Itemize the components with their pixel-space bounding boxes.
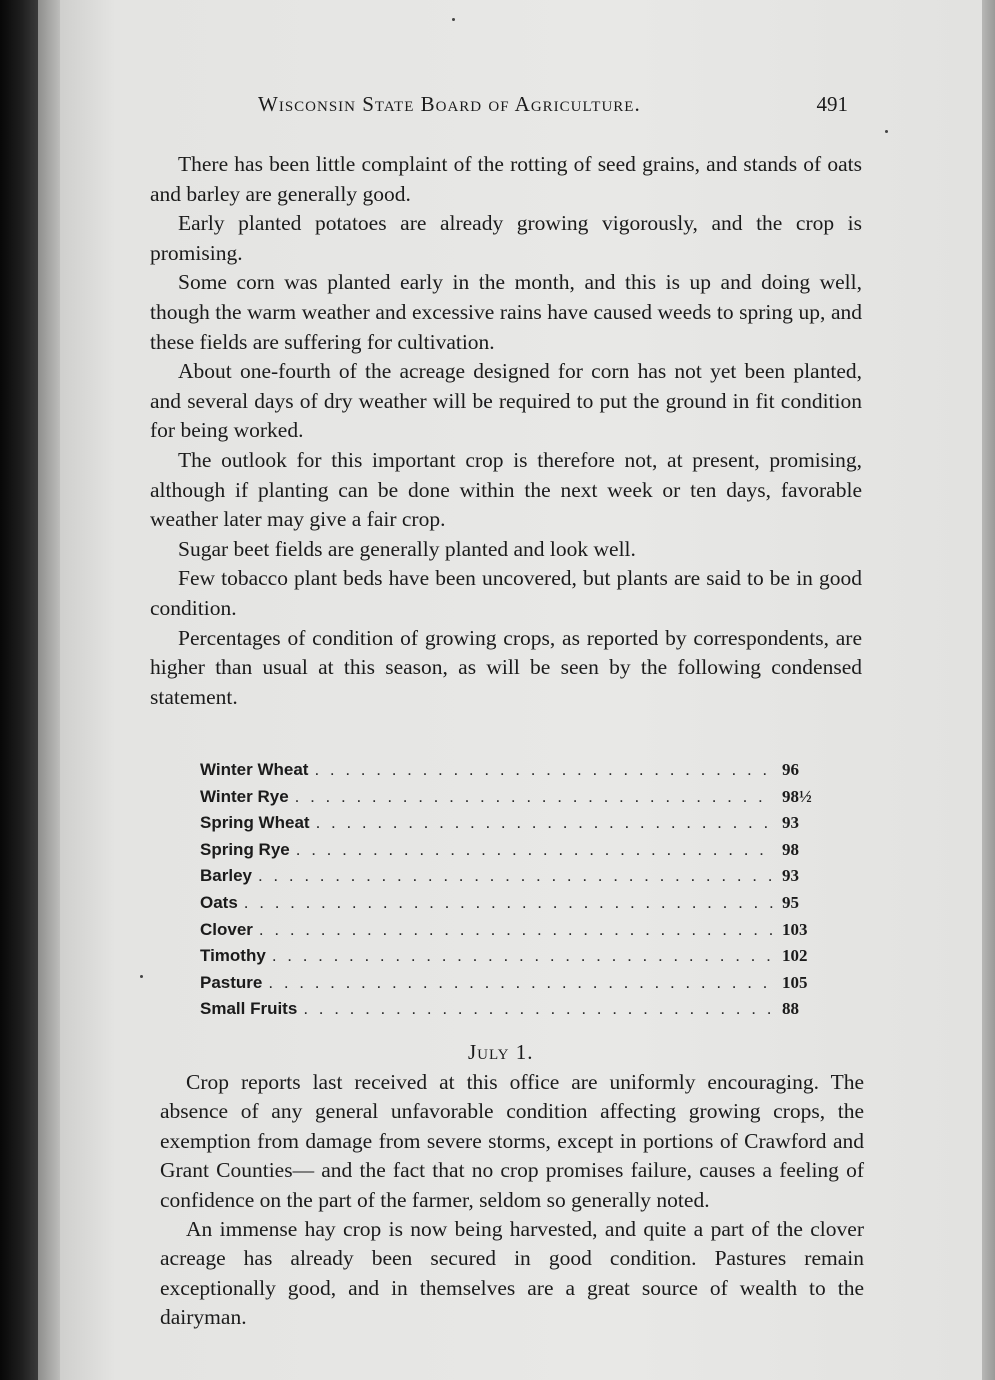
paragraph: Few tobacco plant beds have been uncovered, but plants are said to be in good condition. [150, 566, 862, 620]
table-row [200, 866, 832, 893]
table-row [200, 973, 832, 1000]
section-body [160, 1068, 864, 1333]
running-title: Wisconsin State Board of Agriculture. [258, 92, 641, 116]
dot-leader [316, 813, 774, 833]
paper-speck [140, 975, 143, 978]
crop-percentage: 93 [782, 866, 799, 886]
paragraph: Some corn was planted early in the month, and this is up and doing well, though the warm weather and excessive rains have caused weeds to spring up, and these fields are suffering for cultivation. [150, 270, 862, 354]
paragraph: Percentages of condition of growing crops, as reported by correspondents, are higher than usual at this season, as will be seen by the following condensed statement. [150, 625, 862, 709]
crop-name: Pasture [200, 972, 263, 992]
crop-name: Winter Rye [200, 786, 289, 806]
table-row [200, 840, 832, 867]
crop-name: Spring Rye [200, 839, 290, 859]
crop-name: Spring Wheat [200, 813, 310, 833]
crop-name: Clover [200, 919, 253, 939]
crop-condition-table [200, 760, 832, 1026]
paragraph: Early planted potatoes are already growing vigorously, and the crop is promising. [150, 211, 862, 265]
paper-speck [885, 130, 888, 133]
crop-percentage: 105 [782, 972, 808, 992]
table-row [200, 946, 832, 973]
crop-name: Timothy [200, 946, 266, 966]
crop-percentage: 103 [782, 919, 808, 939]
paper-speck [452, 18, 455, 21]
table-row [200, 920, 832, 947]
dot-leader [314, 760, 774, 780]
dot-leader [295, 787, 774, 807]
page-edge [982, 0, 995, 1380]
paragraph: Crop reports last received at this office are uniformly encouraging. The absence of any general unfavorable condition affecting growing crops, the exemption from damage from severe storms, except in portions of Crawford and Grant Counties— and the fact that no crop promises failure, causes a feeling of confidence on the part of the farmer, seldom so generally noted. [160, 1070, 864, 1212]
paragraph: Sugar beet fields are generally planted and look well. [178, 536, 636, 561]
page-number: 491 [816, 92, 848, 116]
crop-percentage: 93 [782, 813, 799, 833]
table-row [200, 760, 832, 787]
table-row [200, 999, 832, 1026]
dot-leader [296, 840, 774, 860]
table-row [200, 893, 832, 920]
crop-name: Barley [200, 866, 252, 886]
section-heading: July 1. [468, 1040, 534, 1064]
dot-leader [272, 946, 774, 966]
crop-percentage: 98½ [782, 786, 812, 806]
body-text [150, 150, 862, 712]
dot-leader [258, 866, 774, 886]
dot-leader [244, 893, 774, 913]
paragraph: The outlook for this important crop is therefore not, at present, promising, although if planting can be done within the next week or ten days, favorable weather later may give a fair crop. [150, 447, 862, 532]
dot-leader [303, 999, 774, 1019]
crop-percentage: 88 [782, 999, 799, 1019]
running-head [258, 92, 848, 124]
crop-percentage: 96 [782, 760, 799, 779]
paragraph: There has been little complaint of the rotting of seed grains, and stands of oats and barley are generally good. [150, 152, 862, 206]
crop-name: Small Fruits [200, 999, 298, 1019]
dot-leader [259, 920, 774, 940]
paragraph: An immense hay crop is now being harvested, and quite a part of the clover acreage has already been secured in good condition. Pastures remain exceptionally good, and in themselves are a great source of wealth to the dairyman. [160, 1217, 864, 1330]
paragraph: About one-fourth of the acreage designed for corn has not yet been planted, and several days of dry weather will be required to put the ground in fit condition for being worked. [150, 359, 862, 443]
crop-name: Winter Wheat [200, 760, 309, 779]
crop-percentage: 98 [782, 839, 799, 859]
crop-name: Oats [200, 892, 238, 912]
crop-percentage: 95 [782, 892, 799, 912]
table-row [200, 787, 832, 814]
table-row [200, 813, 832, 840]
book-spine [0, 0, 38, 1380]
dot-leader [268, 973, 774, 993]
crop-percentage: 102 [782, 946, 808, 966]
